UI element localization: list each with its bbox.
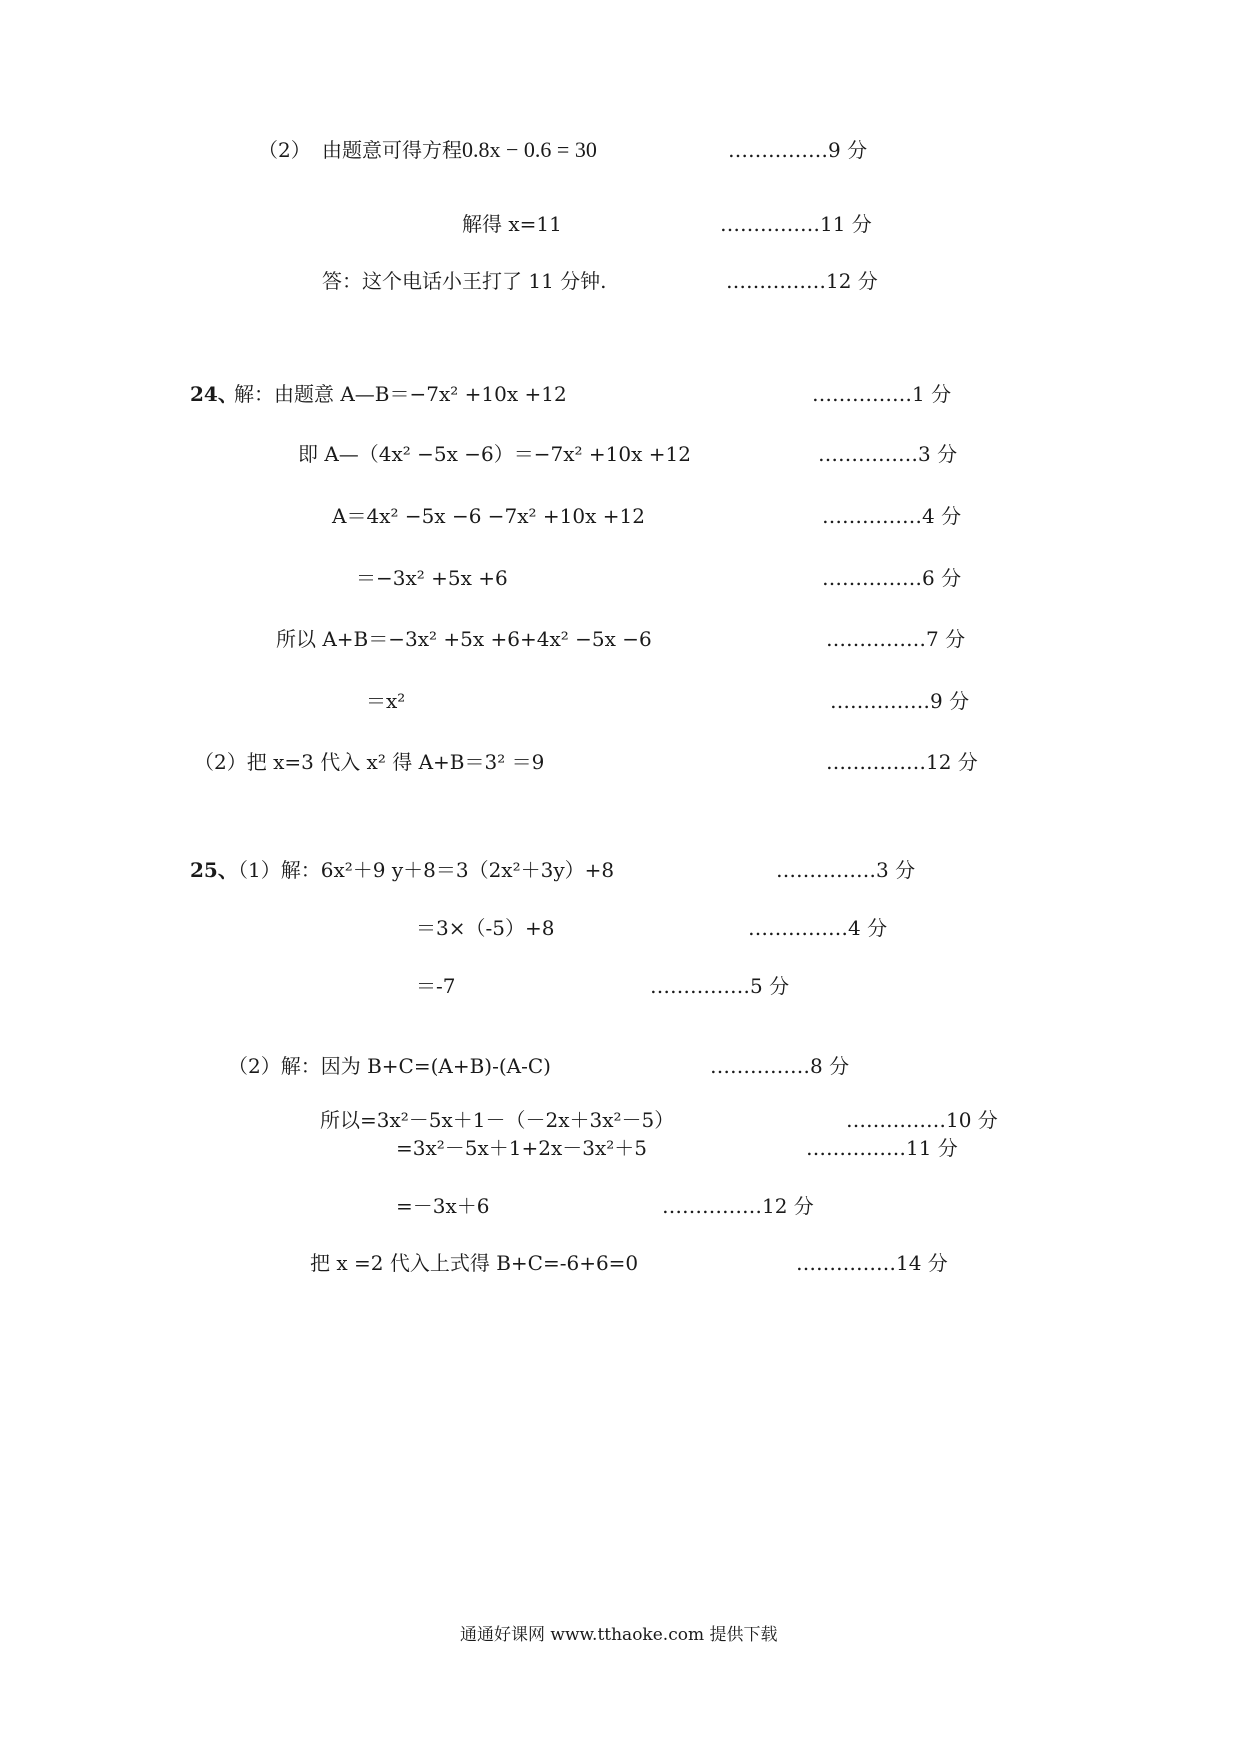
q23-part2-label: （2） [258,138,311,162]
q25-part1-line-1: （1）解：6x²＋9 y＋8＝3（2x²＋3y）+8 [228,858,615,882]
q24-line-7: （2）把 x=3 代入 x² 得 A+B＝3² ＝9 [194,750,545,774]
q25-part2-line-3: =3x²－5x＋1+2x－3x²＋5 [396,1136,648,1160]
q24-line-7-score: ……………12 分 [826,750,978,774]
q24-line-1-score: ……………1 分 [812,382,952,406]
q23-line1-score: ……………9 分 [728,138,868,162]
q23-line3-score: ……………12 分 [726,269,878,293]
q24-line-5: 所以 A+B＝−3x² +5x +6+4x² −5x −6 [276,627,652,651]
q25-part2-line-5: 把 x =2 代入上式得 B+C=-6+6=0 [310,1251,639,1275]
q24-line-6: ＝x² [366,689,406,713]
q24-line-5-score: ……………7 分 [826,627,966,651]
q24-line-6-score: ……………9 分 [830,689,970,713]
q25-part2-line-4: =－3x＋6 [396,1194,490,1218]
q24-line-1: 解：由题意 A—B＝−7x² +10x +12 [234,382,567,406]
q25-part2-line-4-score: ……………12 分 [662,1194,814,1218]
q25-part1-line-1-score: ……………3 分 [776,858,916,882]
q25-part1-line-2-score: ……………4 分 [748,916,888,940]
q25-part1-line-2: ＝3×（-5）+8 [416,916,555,940]
q23-line1-text: 由题意可得方程 [322,138,462,162]
q23-line2-score: ……………11 分 [720,212,872,236]
q24-line-2: 即 A—（4x² −5x −6）＝−7x² +10x +12 [298,442,691,466]
q23-line2: 解得 x=11 [462,212,562,236]
q25-part2-line-2-score: ……………10 分 [846,1108,998,1132]
q24-line-4-score: ……………6 分 [822,566,962,590]
q25-part1-line-3-score: ……………5 分 [650,974,790,998]
q24-line-4: ＝−3x² +5x +6 [356,566,508,590]
q23-line1 [322,138,597,162]
q23-line1-equation: 0.8x − 0.6 = 30 [462,137,597,162]
q23-line3: 答：这个电话小王打了 11 分钟. [322,269,607,293]
q25-part2-line-5-score: ……………14 分 [796,1251,948,1275]
q25-part2-line-1-score: ……………8 分 [710,1054,850,1078]
q24-line-3-score: ……………4 分 [822,504,962,528]
q25-part2-line-3-score: ……………11 分 [806,1136,958,1160]
q25-part2-line-2: 所以=3x²－5x＋1－（－2x＋3x²－5） [320,1108,675,1132]
q24-number: 24、 [190,382,238,406]
q25-part2-line-1: （2）解：因为 B+C=(A+B)-(A-C) [228,1054,551,1078]
q24-line-2-score: ……………3 分 [818,442,958,466]
page-footer: 通通好课网 www.tthaoke.com 提供下载 [460,1625,778,1645]
q25-number: 25、 [190,858,238,882]
q25-part1-line-3: ＝-7 [416,974,456,998]
q24-line-3: A＝4x² −5x −6 −7x² +10x +12 [332,504,645,528]
